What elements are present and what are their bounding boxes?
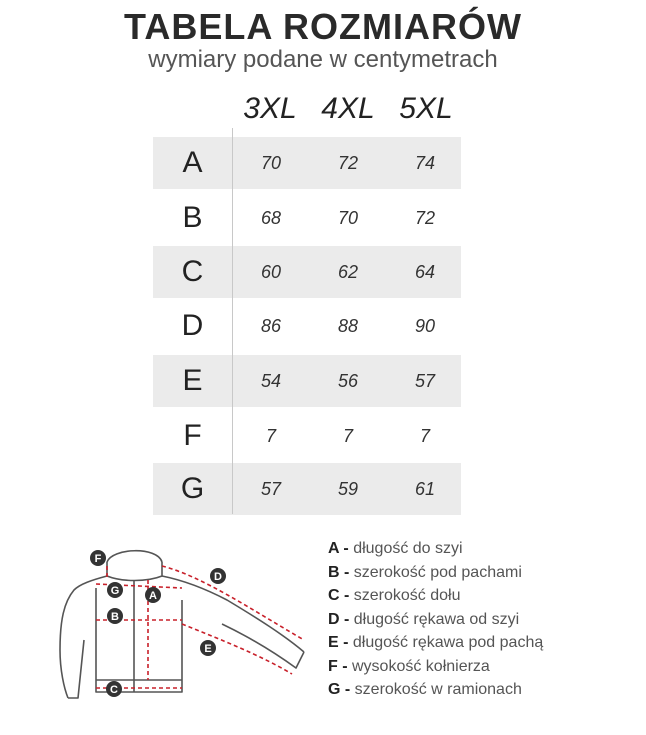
marker-d-label: D bbox=[214, 571, 222, 583]
legend-letter: E bbox=[328, 634, 339, 651]
legend-item: D - długość rękawa od szyi bbox=[328, 610, 520, 628]
marker-f bbox=[90, 550, 106, 566]
row-label: E bbox=[182, 364, 203, 397]
row-label: A bbox=[182, 146, 203, 179]
table-row bbox=[153, 300, 461, 352]
legend-text: szerokość dołu bbox=[353, 587, 461, 604]
table-cell: 74 bbox=[414, 153, 436, 173]
marker-a bbox=[145, 587, 161, 603]
legend-text: długość rękawa od szyi bbox=[353, 610, 520, 628]
table-cell: 62 bbox=[337, 262, 359, 282]
marker-g-label: G bbox=[110, 585, 120, 597]
marker-c-label: C bbox=[110, 684, 118, 696]
column-header-3xl: 3XL bbox=[243, 92, 297, 125]
legend-item: B - szerokość pod pachami bbox=[328, 563, 522, 581]
marker-e bbox=[200, 640, 216, 656]
table-cell: 7 bbox=[342, 426, 353, 446]
row-label: F bbox=[183, 419, 202, 452]
legend-text: długość do szyi bbox=[353, 540, 463, 557]
table-cell: 57 bbox=[414, 371, 436, 391]
legend-item: A - długość do szyi bbox=[328, 540, 463, 557]
measurement-legend bbox=[328, 537, 628, 702]
table-cell: 7 bbox=[265, 426, 276, 446]
marker-b bbox=[107, 608, 123, 624]
marker-e-label: E bbox=[204, 643, 212, 655]
table-cell: 72 bbox=[337, 153, 359, 173]
table-cell: 70 bbox=[337, 208, 359, 228]
table-row bbox=[153, 192, 461, 244]
table-cell: 90 bbox=[414, 316, 436, 336]
table-cell: 54 bbox=[260, 371, 282, 391]
jacket-outline-icon bbox=[52, 540, 314, 710]
legend-item: E - długość rękawa pod pachą bbox=[328, 634, 544, 651]
legend-letter: F bbox=[328, 657, 338, 675]
table-row bbox=[153, 355, 461, 407]
legend-text: wysokość kołnierza bbox=[352, 657, 490, 675]
table-row bbox=[153, 137, 461, 189]
page-title: TABELA ROZMIARÓW bbox=[124, 6, 522, 47]
table-cell: 56 bbox=[337, 371, 359, 391]
marker-g bbox=[107, 582, 123, 598]
table-cell: 86 bbox=[260, 316, 282, 336]
row-label: D bbox=[181, 309, 204, 342]
measure-markers bbox=[90, 550, 226, 697]
marker-f-label: F bbox=[94, 553, 102, 565]
marker-b-label: B bbox=[111, 611, 119, 623]
column-divider bbox=[232, 128, 233, 514]
table-cell: 72 bbox=[414, 208, 436, 228]
row-label: C bbox=[181, 255, 204, 288]
legend-item: G - szerokość w ramionach bbox=[328, 681, 522, 698]
legend-item: F - wysokość kołnierza bbox=[328, 657, 490, 675]
table-row bbox=[153, 410, 461, 462]
legend-text: długość rękawa pod pachą bbox=[352, 634, 544, 651]
table-cell: 68 bbox=[260, 208, 282, 228]
legend-letter: C bbox=[328, 587, 340, 604]
table-cell: 88 bbox=[337, 316, 359, 336]
marker-c bbox=[106, 681, 122, 697]
legend-text: szerokość pod pachami bbox=[353, 563, 522, 581]
legend-letter: D bbox=[328, 610, 340, 628]
table-cell: 57 bbox=[260, 479, 282, 499]
row-label: B bbox=[182, 201, 203, 234]
column-header-4xl: 4XL bbox=[321, 92, 375, 125]
table-cell: 60 bbox=[260, 262, 282, 282]
row-label: G bbox=[180, 472, 205, 505]
table-cell: 70 bbox=[260, 153, 282, 173]
column-header-5xl: 5XL bbox=[399, 92, 453, 125]
legend-letter: B bbox=[328, 563, 340, 581]
marker-d bbox=[210, 568, 226, 584]
table-row bbox=[153, 246, 461, 298]
table-cell: 59 bbox=[337, 479, 359, 499]
measure-lines bbox=[96, 566, 304, 688]
table-cell: 61 bbox=[414, 479, 436, 499]
page-subtitle: wymiary podane w centymetrach bbox=[148, 46, 498, 73]
legend-letter: A bbox=[328, 540, 339, 557]
legend-text: szerokość w ramionach bbox=[354, 681, 522, 698]
table-row bbox=[153, 463, 461, 515]
table-cell: 64 bbox=[414, 262, 436, 282]
legend-item: C - szerokość dołu bbox=[328, 587, 461, 604]
table-cell: 7 bbox=[419, 426, 430, 446]
legend-letter: G bbox=[328, 681, 341, 698]
marker-a-label: A bbox=[149, 590, 157, 602]
